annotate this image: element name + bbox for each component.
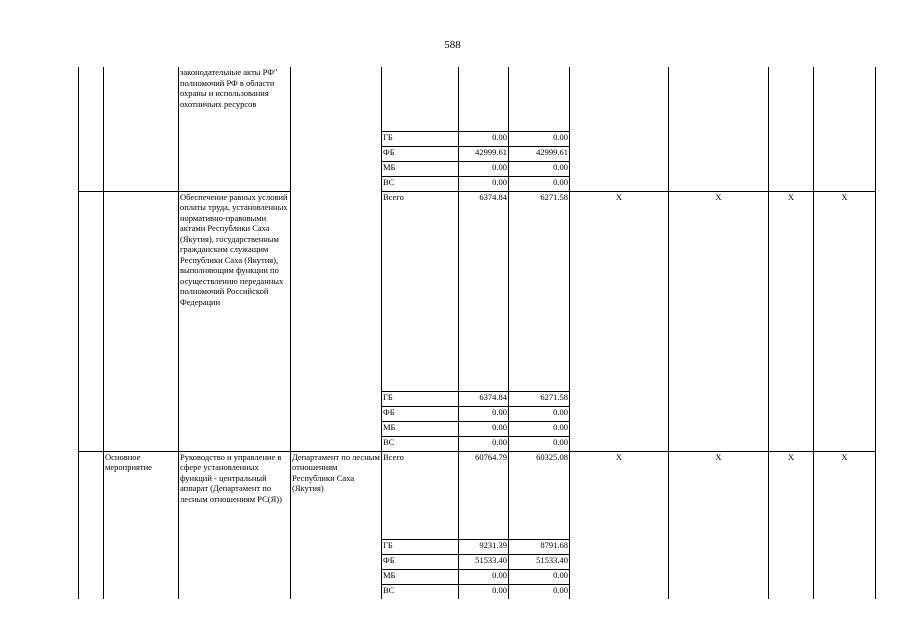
responsible-cell: Департамент по лесным отношениям Республики Саха (Якутия) [291, 451, 382, 599]
value-actual: 0.00 [509, 406, 570, 421]
value-actual: 8791.68 [509, 539, 570, 554]
value-planned: 9231.39 [459, 539, 509, 554]
mark-cell: X [669, 191, 769, 451]
responsible-cell [291, 67, 382, 451]
source-label: МБ [382, 421, 459, 436]
source-label: ГБ [382, 539, 459, 554]
table-row [79, 451, 876, 539]
source-label: ГБ [382, 131, 459, 146]
number-cell [79, 191, 104, 451]
mark-cell [570, 67, 669, 191]
table-row [79, 191, 876, 391]
mark-cell: X [814, 451, 876, 599]
mark-cell: X [669, 451, 769, 599]
value-actual: 0.00 [509, 131, 570, 146]
source-label: ВС [382, 436, 459, 451]
value-planned: 6374.84 [459, 191, 509, 391]
mark-cell: X [570, 191, 669, 451]
source-label: ВС [382, 584, 459, 599]
number-cell [79, 451, 104, 599]
value-actual: 0.00 [509, 176, 570, 191]
mark-cell: X [769, 451, 814, 599]
source-label: ФБ [382, 146, 459, 161]
description-cell: законодательные акты РФ" полномочий РФ в области охраны и использования охотничьих ресурсов [179, 67, 291, 191]
source-label: МБ [382, 569, 459, 584]
value-planned: 51533.40 [459, 554, 509, 569]
value-actual: 6271.58 [509, 191, 570, 391]
description-cell: Обеспечение равных условий оплаты труда, установленных нормативно-правовыми актами Республики Саха (Якутия), государственным гражданским служащим Республики Саха (Якутия), выполняющим функции по осуществлению переданных полномочий Российской Федерации [179, 191, 291, 451]
description-cell: Руководство и управление в сфере установленных функций - центральный аппарат (Департамент по лесным отношениям РС(Я)) [179, 451, 291, 599]
value-actual: 0.00 [509, 569, 570, 584]
value-planned: 6374.84 [459, 391, 509, 406]
value-actual: 0.00 [509, 436, 570, 451]
event-type-cell [104, 191, 179, 451]
table-row [79, 67, 876, 131]
value-actual: 0.00 [509, 421, 570, 436]
value-planned: 0.00 [459, 406, 509, 421]
value-actual: 0.00 [509, 161, 570, 176]
value-actual: 6271.58 [509, 391, 570, 406]
mark-cell: X [769, 191, 814, 451]
mark-cell [769, 67, 814, 191]
page-number: 588 [444, 39, 461, 51]
source-label: Всего [382, 191, 459, 391]
source-label: ВС [382, 176, 459, 191]
source-label [382, 67, 459, 131]
source-label: МБ [382, 161, 459, 176]
number-cell [79, 67, 104, 191]
source-label: ГБ [382, 391, 459, 406]
source-label: Всего [382, 451, 459, 539]
value-actual: 0.00 [509, 584, 570, 599]
mark-cell [814, 67, 876, 191]
value-planned: 0.00 [459, 436, 509, 451]
budget-table [78, 67, 876, 599]
value-planned: 0.00 [459, 176, 509, 191]
mark-cell [669, 67, 769, 191]
value-actual: 51533.40 [509, 554, 570, 569]
value-planned [459, 67, 509, 131]
event-type-cell [104, 67, 179, 191]
value-planned: 0.00 [459, 421, 509, 436]
mark-cell: X [814, 191, 876, 451]
value-actual: 42999.61 [509, 146, 570, 161]
value-planned: 0.00 [459, 584, 509, 599]
value-actual [509, 67, 570, 131]
value-actual: 60325.08 [509, 451, 570, 539]
source-label: ФБ [382, 406, 459, 421]
value-planned: 0.00 [459, 569, 509, 584]
value-planned: 0.00 [459, 161, 509, 176]
value-planned: 60764.79 [459, 451, 509, 539]
value-planned: 0.00 [459, 131, 509, 146]
event-type-cell: Основное мероприятие [104, 451, 179, 599]
value-planned: 42999.61 [459, 146, 509, 161]
source-label: ФБ [382, 554, 459, 569]
mark-cell: X [570, 451, 669, 599]
